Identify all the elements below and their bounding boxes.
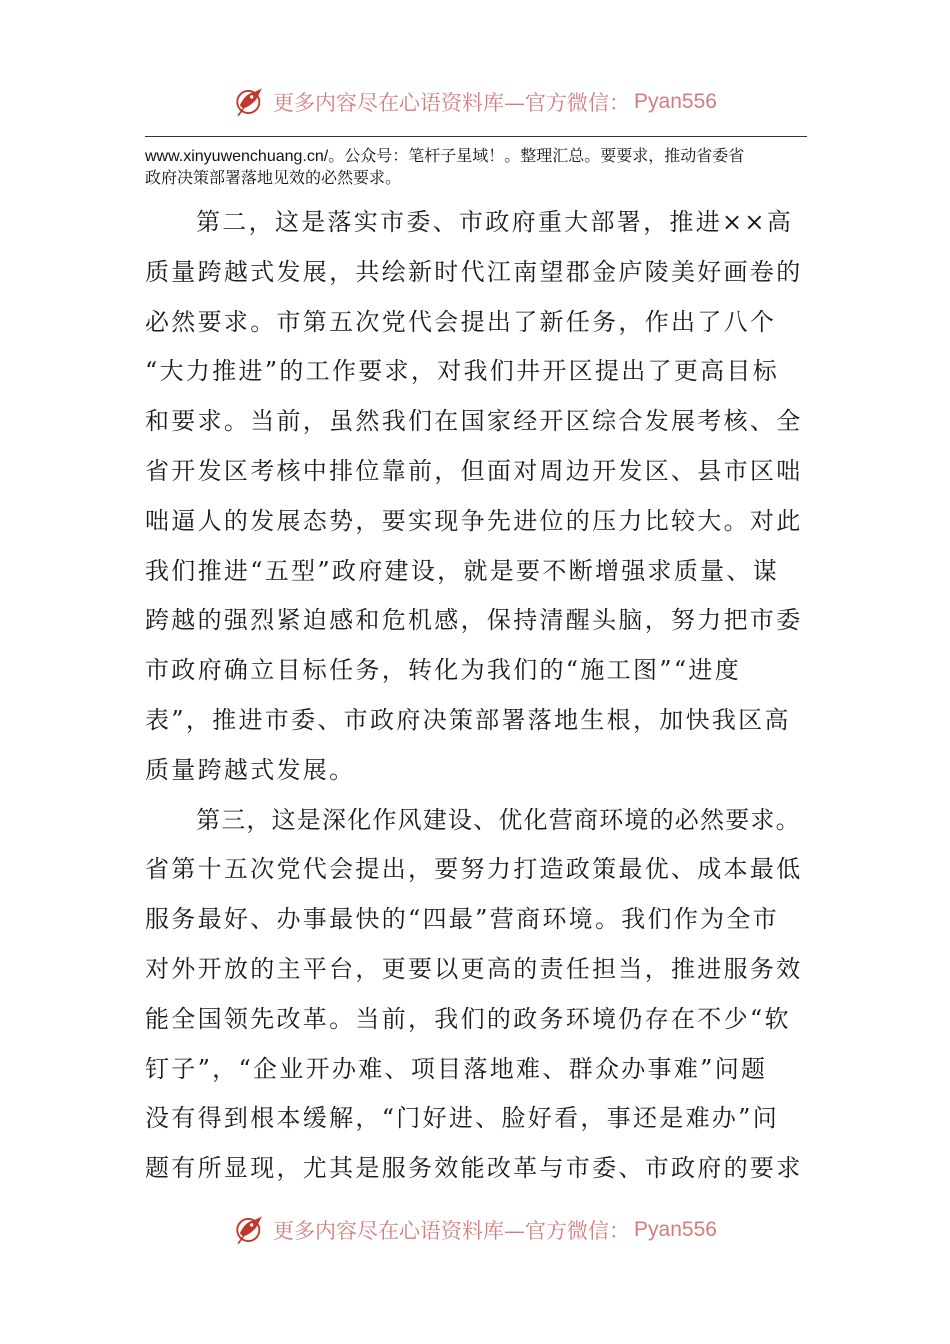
header-rule [145, 136, 807, 137]
header-banner-text: 更多内容尽在心语资料库—官方微信： [273, 91, 631, 115]
paragraph-line: 我们推进“五型”政府建设，就是要不断增强求质量、谋 [145, 556, 780, 585]
paragraph-second [145, 198, 835, 796]
intro-line: 政府决策部署落地见效的必然要求。 [145, 170, 402, 187]
paragraph-line: 质量跨越式发展。 [145, 755, 356, 784]
header-banner-brand: Pyan556 [634, 90, 717, 113]
paragraph-line: 省开发区考核中排位靠前，但面对周边开发区、县市区咄 [145, 456, 803, 485]
paragraph-line: 对外开放的主平台，更要以更高的责任担当，推进服务效 [145, 954, 803, 983]
paragraph-line: 跨越的强烈紧迫感和危机感，保持清醒头脑，努力把市委 [145, 606, 803, 635]
paragraph-line: 咄逼人的发展态势，要实现争先进位的压力比较大。对此 [145, 506, 803, 535]
paragraph-line: 第二，这是落实市委、市政府重大部署，推进××高 [196, 208, 794, 236]
paragraph-line: 没有得到根本缓解，“门好进、脸好看，事还是难办”问 [145, 1104, 780, 1133]
intro-line: www.xinyuwenchuang.cn/。公众号：笔杆子星域！。整理汇总。要要求，推动省委省 [145, 148, 745, 165]
paragraph-line: 服务最好、办事最快的“四最”营商环境。我们作为全市 [145, 905, 780, 934]
paragraph-line: 必然要求。市第五次党代会提出了新任务，作出了八个 [145, 307, 777, 336]
paragraph-line: 质量跨越式发展，共绘新时代江南望郡金庐陵美好画卷的 [145, 257, 803, 286]
document-body [145, 198, 835, 1194]
paragraph-line: 和要求。当前，虽然我们在国家经开区综合发展考核、全 [145, 407, 803, 436]
footer-banner-brand: Pyan556 [634, 1218, 717, 1241]
pen-nib-logo-icon [233, 1213, 267, 1247]
paragraph-line: 表”，推进市委、市政府决策部署落地生根，加快我区高 [145, 705, 791, 734]
footer-watermark-banner [0, 1208, 950, 1252]
header-watermark-banner [0, 80, 950, 124]
paragraph-line: 省第十五次党代会提出，要努力打造政策最优、成本最低 [145, 855, 803, 884]
paragraph-line: 市政府确立目标任务，转化为我们的“施工图”“进度 [145, 656, 742, 685]
pen-nib-logo-icon [233, 85, 267, 119]
paragraph-line: 能全国领先改革。当前，我们的政务环境仍存在不少“软 [145, 1004, 791, 1033]
paragraph-line: “大力推进”的工作要求，对我们井开区提出了更高目标 [145, 357, 780, 386]
intro-text-block [145, 146, 815, 190]
footer-banner-text: 更多内容尽在心语资料库—官方微信： [273, 1219, 631, 1243]
paragraph-line: 题有所显现，尤其是服务效能改革与市委、市政府的要求 [145, 1154, 803, 1183]
paragraph-third [145, 796, 835, 1194]
paragraph-line: 钉子”，“企业开办难、项目落地难、群众办事难”问题 [145, 1054, 768, 1083]
paragraph-line: 第三，这是深化作风建设、优化营商环境的必然要求。 [196, 805, 801, 834]
